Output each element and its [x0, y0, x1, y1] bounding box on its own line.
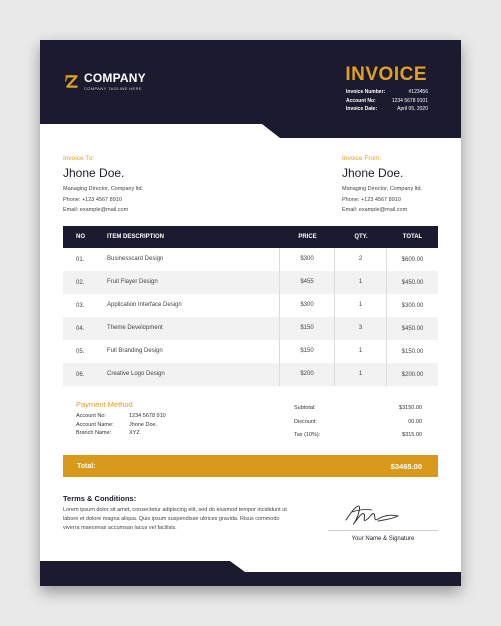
invoice-to-phone: Phone: +123 4567 8910	[63, 196, 122, 203]
row-price: $455	[280, 271, 335, 294]
meta-label: Account No:	[346, 97, 376, 104]
tax-label: Tax (10%):	[294, 432, 321, 438]
header-no: NO	[76, 234, 85, 240]
row-description: Businesscard Design	[107, 248, 280, 271]
table-row	[63, 340, 438, 363]
row-total: $450.00	[401, 325, 424, 332]
payment-method-label: Payment Method	[76, 400, 133, 409]
row-total: $150.00	[401, 348, 424, 355]
meta-row	[346, 97, 428, 106]
account-no-row	[76, 412, 166, 421]
branch-row	[76, 429, 166, 438]
total-bar	[63, 455, 438, 477]
invoice-from-position: Managing Director, Company ltd.	[342, 186, 423, 192]
meta-label: Invoice Date:	[346, 106, 378, 112]
header-total: TOTAL	[402, 234, 423, 240]
discount-row	[294, 416, 422, 430]
footer-band	[40, 561, 461, 586]
signature-block	[328, 500, 438, 542]
meta-label: Invoice Number:	[346, 89, 386, 95]
header-qty: QTY.	[354, 234, 368, 240]
tax-row	[294, 429, 422, 443]
meta-row	[346, 88, 428, 97]
row-no: 03.	[76, 302, 85, 309]
row-qty: 1	[335, 340, 387, 363]
row-qty: 2	[335, 248, 387, 271]
row-qty: 1	[335, 271, 387, 294]
row-price: $150	[280, 340, 335, 363]
terms-block	[63, 494, 288, 534]
terms-label: Terms & Conditions:	[63, 494, 137, 503]
invoice-from-phone: Phone: +123 4567 8910	[342, 196, 401, 203]
account-name-row	[76, 421, 166, 430]
invoice-to-name: Jhone Doe.	[63, 166, 125, 180]
terms-text: Lorem ipsum dolor sit amet, consectetur adipiscing elit, sed do eiusmod tempor incididunt ut labore et dolore magna aliqua. Quis ipsum suspendisse ultrices gravida. Risus commodo viverra maecenas accumsan lacus vel facilisis.	[63, 507, 287, 532]
row-no: 05.	[76, 348, 85, 355]
meta-row	[346, 105, 428, 114]
account-name-label: Account Name:	[76, 421, 114, 428]
row-total: $450.00	[401, 279, 424, 286]
account-no-label: Account No:	[76, 413, 106, 419]
total-value: $3465.00	[390, 461, 422, 471]
subtotal-value: $3150.00	[399, 405, 422, 411]
row-total: $600.00	[401, 256, 424, 263]
branch-label: Branch Name:	[76, 430, 112, 436]
row-qty: 1	[335, 294, 387, 317]
row-qty: 3	[335, 317, 387, 340]
invoice-from-label: Invoice From:	[342, 155, 382, 162]
table-row	[63, 317, 438, 340]
signature-mark	[328, 500, 438, 528]
row-no: 06.	[76, 371, 85, 378]
discount-label: Discount:	[294, 418, 317, 425]
discount-value: 00.00	[408, 418, 422, 425]
invoice-from-block	[342, 155, 422, 216]
header-description: ITEM DESCRIPTION	[107, 234, 165, 240]
invoice-to-email: Email: example@mail.com	[63, 207, 129, 213]
company-name: COMPANY	[84, 71, 146, 85]
row-total: $200.00	[401, 371, 424, 378]
table-row	[63, 363, 438, 386]
row-price: $300	[280, 248, 335, 271]
row-description: Fruit Flayer Design	[107, 271, 280, 294]
invoice-page	[40, 40, 461, 586]
row-price: $150	[280, 317, 335, 340]
invoice-from-name: Jhone Doe.	[342, 166, 404, 180]
row-qty: 1	[335, 363, 387, 386]
header-price: PRICE	[298, 234, 317, 240]
row-price: $300	[280, 294, 335, 317]
tax-value: $315.00	[402, 432, 422, 438]
invoice-to-label: Invoice To:	[63, 155, 94, 162]
meta-value: April 05, 2020	[397, 106, 428, 112]
signature-line	[328, 530, 438, 531]
company-tagline: COMPANY TAGLINE HERE	[84, 86, 142, 91]
table-row	[63, 294, 438, 317]
row-description: Full Branding Design	[107, 340, 280, 363]
invoice-from-email: Email: example@mail.com	[342, 207, 408, 213]
table-row	[63, 271, 438, 294]
account-name-value: Jhone Doe.	[129, 421, 158, 428]
row-description: Theme Development	[107, 317, 280, 340]
company-logo-icon	[63, 73, 80, 90]
row-no: 02.	[76, 279, 85, 286]
total-label: Total:	[77, 462, 96, 470]
row-no: 04.	[76, 325, 85, 332]
meta-value: 1234 5678 9101	[391, 97, 428, 104]
invoice-title: INVOICE	[345, 64, 427, 85]
invoice-meta	[346, 88, 428, 114]
row-description: Application Interface Design	[107, 294, 280, 317]
subtotal-label: Subtotal:	[294, 405, 316, 411]
row-no: 01.	[76, 256, 85, 263]
branch-value: XYZ	[129, 430, 140, 436]
meta-value: #123456	[408, 89, 428, 95]
payment-method	[76, 400, 166, 438]
invoice-to-position: Managing Director, Company ltd.	[63, 186, 144, 192]
table-header	[63, 226, 438, 248]
company-brand	[63, 72, 146, 91]
summary-block	[294, 402, 422, 443]
row-description: Creative Logo Design	[107, 363, 280, 386]
items-table	[63, 226, 438, 386]
row-price: $200	[280, 363, 335, 386]
row-total: $300.00	[401, 302, 424, 309]
account-no-value: 1234 5678 910	[129, 413, 166, 419]
signature-label: Your Name & Signature	[351, 536, 415, 542]
table-row	[63, 248, 438, 271]
subtotal-row	[294, 402, 422, 416]
invoice-to-block	[63, 155, 143, 216]
